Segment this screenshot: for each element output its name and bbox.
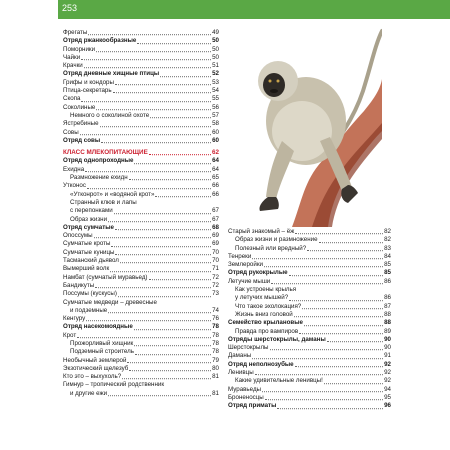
toc-entry-label: Отряд однопроходные	[63, 157, 134, 165]
toc-entry-label: Что такое эхолокация?	[235, 302, 302, 310]
toc-entry-label: КЛАСС МЛЕКОПИТАЮЩИЕ	[63, 149, 148, 157]
toc-entry-page: 68	[212, 223, 219, 231]
toc-leader-dots	[94, 230, 212, 238]
toc-entry-label: Муравьеды	[228, 385, 262, 393]
toc-entry-label: Крачки	[63, 62, 83, 70]
toc-entry-page: 64	[212, 157, 219, 165]
toc-leader-dots	[165, 380, 218, 388]
toc-leader-dots	[158, 297, 218, 305]
toc-leader-dots	[265, 392, 383, 400]
toc-leader-dots	[289, 293, 383, 301]
toc-entry-label: Сумчатые кроты	[63, 240, 111, 248]
toc-leader-dots	[84, 60, 211, 68]
toc-entry-page: 86	[384, 294, 391, 302]
toc-entry-label: Опоссумы	[63, 232, 93, 240]
toc-entry-label: Какие удивительные ленивцы!	[235, 377, 323, 385]
toc-entry-label: Совы	[63, 128, 79, 136]
toc-leader-dots	[108, 214, 211, 222]
toc-leader-dots	[137, 35, 211, 43]
monkey-illustration	[232, 21, 382, 227]
toc-entry-label: Образ жизни	[70, 215, 108, 223]
toc-entry-label: Поморники	[63, 45, 96, 53]
toc-entry-label: Кенгуру	[63, 315, 86, 323]
toc-leader-dots	[134, 338, 211, 346]
toc-entry-page: 78	[212, 348, 219, 356]
toc-entry-page: 54	[212, 87, 219, 95]
toc-entry-label: Отряд сумчатые	[63, 223, 114, 231]
page-header-green-band	[58, 0, 450, 19]
toc-leader-dots	[135, 346, 211, 354]
toc-entry-page: 52	[212, 70, 219, 78]
toc-entry-label: Летучие мыши	[228, 277, 271, 285]
toc-entry-page: 72	[212, 273, 219, 281]
toc-entry-label: Скопа	[63, 95, 81, 103]
toc-leader-dots	[270, 342, 384, 350]
toc-leader-dots	[120, 255, 211, 263]
toc-leader-dots	[252, 251, 383, 259]
toc-entry-label: Отряд дневные хищные птицы	[63, 70, 160, 78]
toc-leader-dots	[149, 272, 212, 280]
toc-entry-page: 90	[384, 335, 391, 343]
toc-entry-label: Как устроены крылья	[235, 286, 297, 294]
toc-entry-page: 71	[212, 265, 219, 273]
toc-entry-page: 66	[212, 190, 219, 198]
toc-entry-page: 78	[212, 323, 219, 331]
toc-entry-page: 92	[384, 377, 391, 385]
toc-entry-page: 69	[212, 240, 219, 248]
toc-leader-dots	[295, 226, 383, 234]
toc-entry-page: 87	[384, 302, 391, 310]
toc-entry-label: Отряды шерстокрылы, даманы	[228, 335, 326, 343]
toc-leader-dots	[96, 44, 211, 52]
toc-leader-dots	[134, 156, 211, 164]
toc-leader-dots	[297, 284, 390, 292]
toc-entry-page: 91	[384, 352, 391, 360]
toc-entry-label: Прожорливый хищник	[70, 339, 134, 347]
toc-entry-page: 58	[212, 120, 219, 128]
toc-leader-dots	[81, 52, 211, 60]
toc-entry-label: Птица-секретарь	[63, 87, 112, 95]
toc-entry-page: 57	[212, 111, 219, 119]
toc-entry-page: 85	[384, 269, 391, 277]
toc-entry-page: 78	[212, 331, 219, 339]
toc-entry-label: Отряд насекомоядные	[63, 323, 133, 331]
toc-entry-label: Отряд приматы	[228, 402, 277, 410]
toc-entry-page: 86	[384, 277, 391, 285]
toc-leader-dots	[122, 371, 211, 379]
toc-entry-page: 88	[384, 319, 391, 327]
toc-column-left	[63, 29, 219, 398]
toc-leader-dots	[80, 127, 211, 135]
toc-entry-label: Даманы	[228, 352, 252, 360]
toc-entry-page: 70	[212, 257, 219, 265]
toc-entry-page: 88	[384, 310, 391, 318]
toc-entry-page: 74	[212, 306, 219, 314]
toc-entry-label: Намбат (сумчатый муравьед)	[63, 273, 148, 281]
toc-leader-dots	[111, 239, 211, 247]
toc-leader-dots	[115, 247, 211, 255]
toc-entry-page: 72	[212, 281, 219, 289]
toc-entry-page: 84	[384, 252, 391, 260]
toc-leader-dots	[129, 172, 211, 180]
toc-entry	[228, 402, 391, 410]
toc-entry-label: Сумчатые куницы	[63, 248, 115, 256]
toc-entry-label: Шерстокрылы	[228, 344, 269, 352]
toc-leader-dots	[319, 234, 384, 242]
toc-entry-page: 96	[384, 402, 391, 410]
toc-entry-page: 73	[212, 290, 219, 298]
toc-entry-label: Жизнь вниз головой	[235, 310, 293, 318]
toc-entry-label: с перепонками	[70, 207, 113, 215]
toc-leader-dots	[150, 110, 211, 118]
toc-entry-label: Экзотический щелезуб	[63, 364, 129, 372]
toc-entry-page: 95	[384, 393, 391, 401]
toc-entry-label: «Утконрот» и «водяной крот»	[70, 190, 155, 198]
toc-leader-dots	[307, 243, 383, 251]
toc-entry-page: 60	[212, 136, 219, 144]
toc-entry-label: Отряд неполнозубые	[228, 360, 294, 368]
page-header-bar	[0, 0, 450, 19]
toc-leader-dots	[101, 135, 211, 143]
toc-entry-label: Соколиные	[63, 103, 96, 111]
toc-leader-dots	[277, 400, 383, 408]
toc-entry-page: 70	[212, 248, 219, 256]
toc-leader-dots	[108, 305, 211, 313]
toc-entry-page: 51	[212, 62, 219, 70]
toc-leader-dots	[160, 69, 211, 77]
toc-entry-page: 62	[211, 149, 219, 157]
toc-entry-label: Крот	[63, 331, 77, 339]
toc-entry-page: 60	[212, 128, 219, 136]
toc-entry-label: Немного о соколиной охоте	[70, 111, 150, 119]
toc-entry-label: Землеройки	[228, 261, 263, 269]
toc-entry-page: 83	[384, 244, 391, 252]
toc-entry-label: Фрегаты	[63, 29, 88, 36]
toc-leader-dots	[118, 288, 211, 296]
toc-entry-label: Броненосцы	[228, 393, 264, 401]
toc-entry-label: Отряд рукокрылые	[228, 269, 288, 277]
toc-leader-dots	[255, 367, 383, 375]
toc-leader-dots	[127, 355, 211, 363]
toc-leader-dots	[115, 222, 211, 230]
toc-leader-dots	[289, 268, 384, 276]
toc-entry-page: 66	[212, 182, 219, 190]
toc-entry-page: 67	[212, 215, 219, 223]
toc-entry-label: Грифы и кондоры	[63, 78, 114, 86]
toc-entry-page: 81	[212, 389, 219, 397]
toc-entry-page: 53	[212, 78, 219, 86]
toc-leader-dots	[110, 264, 211, 272]
toc-entry-page: 64	[212, 165, 219, 173]
toc-leader-dots	[113, 85, 212, 93]
toc-entry-label: Чайки	[63, 53, 81, 61]
toc-entry-page: 50	[212, 53, 219, 61]
toc-entry-page: 49	[212, 29, 219, 36]
toc-leader-dots	[324, 376, 383, 384]
toc-entry-page: 67	[212, 207, 219, 215]
toc-leader-dots	[81, 94, 211, 102]
toc-leader-dots	[134, 322, 211, 330]
toc-leader-dots	[252, 351, 383, 359]
toc-entry-label: Странный клюв и лапы	[70, 198, 137, 206]
toc-entry-label: Ястребиные	[63, 120, 99, 128]
toc-entry-label: Утконос	[63, 182, 86, 190]
toc-entry-page: 80	[212, 364, 219, 372]
toc-entry-page: 78	[212, 339, 219, 347]
toc-leader-dots	[262, 384, 383, 392]
toc-leader-dots	[88, 27, 211, 35]
toc-leader-dots	[100, 118, 212, 126]
toc-leader-dots	[295, 359, 383, 367]
toc-entry-label: у летучих мышей?	[235, 294, 289, 302]
toc-entry-page: 65	[212, 174, 219, 182]
toc-entry-label: Бандикуты	[63, 281, 95, 289]
toc-entry-page: 50	[212, 37, 219, 45]
toc-entry-label: Семейство крылановые	[228, 319, 303, 327]
toc-leader-dots	[114, 205, 211, 213]
toc-leader-dots	[294, 309, 383, 317]
toc-leader-dots	[95, 280, 211, 288]
toc-entry-page: 94	[384, 385, 391, 393]
toc-entry-page: 56	[212, 103, 219, 111]
toc-entry-label: Кто это – выхухоль?	[63, 373, 122, 381]
toc-column-right	[228, 228, 391, 411]
toc-leader-dots	[264, 259, 383, 267]
toc-entry-label: и другие ежи	[70, 389, 108, 397]
toc-leader-dots	[271, 276, 383, 284]
toc-entry-label: Образ жизни и размножение	[235, 236, 318, 244]
toc-entry-page: 69	[212, 232, 219, 240]
toc-leader-dots	[149, 147, 211, 155]
toc-leader-dots	[327, 334, 383, 342]
toc-leader-dots	[108, 388, 211, 396]
toc-entry	[63, 137, 219, 145]
toc-entry-page: 92	[384, 369, 391, 377]
toc-entry-label: Отряд совы	[63, 136, 101, 144]
toc-entry-label: Ехидна	[63, 165, 85, 173]
toc-leader-dots	[96, 102, 211, 110]
toc-entry-label: Гимнур – тропический родственник	[63, 381, 165, 389]
toc-entry-page: 81	[212, 373, 219, 381]
toc-entry-page: 82	[384, 228, 391, 235]
toc-entry-label: Сумчатые медведи – древесные	[63, 298, 157, 306]
toc-leader-dots	[77, 330, 211, 338]
toc-entry-label: Ленивцы	[228, 369, 254, 377]
toc-entry	[63, 390, 219, 398]
toc-entry-page: 90	[384, 344, 391, 352]
toc-leader-dots	[85, 164, 211, 172]
toc-leader-dots	[304, 317, 383, 325]
toc-entry-label: Подземный строитель	[70, 348, 134, 356]
toc-leader-dots	[155, 189, 211, 197]
toc-entry-page: 55	[212, 95, 219, 103]
toc-entry-label: Размножение ехидн	[70, 174, 128, 182]
toc-entry-label: Вымерший волк	[63, 265, 110, 273]
toc-entry-page: 82	[384, 236, 391, 244]
toc-entry-label: Необычный землерой	[63, 356, 127, 364]
toc-entry-label: и подземные	[70, 306, 108, 314]
toc-entry-label: Отряд ржанкообразные	[63, 37, 137, 45]
toc-leader-dots	[86, 313, 211, 321]
toc-entry-page: 79	[212, 356, 219, 364]
toc-entry-page: 85	[384, 261, 391, 269]
toc-entry-label: Поссумы (кускусы)	[63, 290, 117, 298]
page-number: 253	[62, 3, 78, 13]
toc-leader-dots	[129, 363, 211, 371]
toc-entry-page: 76	[212, 315, 219, 323]
toc-leader-dots	[138, 197, 218, 205]
toc-entry-label: Тенреки	[228, 252, 252, 260]
toc-leader-dots	[302, 301, 383, 309]
toc-entry-page: 92	[384, 360, 391, 368]
toc-leader-dots	[115, 77, 211, 85]
toc-entry-label: Старый знакомый – ёж	[228, 228, 295, 235]
toc-entry-page: 50	[212, 45, 219, 53]
toc-leader-dots	[87, 181, 211, 189]
toc-leader-dots	[299, 326, 383, 334]
toc-entry-label: Полезный или вредный?	[235, 244, 307, 252]
toc-entry-label: Тасманский дьявол	[63, 257, 119, 265]
toc-entry-label: Правда про вампиров	[235, 327, 299, 335]
toc-entry-page: 89	[384, 327, 391, 335]
